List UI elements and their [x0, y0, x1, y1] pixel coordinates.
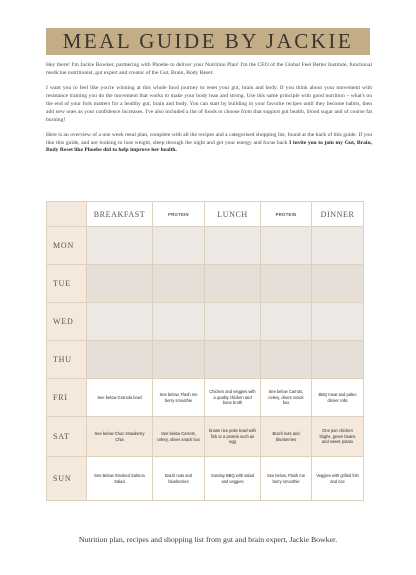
meal-cell: See below Carrots, celery, olives snack box	[153, 417, 205, 457]
meal-cell	[153, 303, 205, 341]
page-title: MEAL GUIDE BY JACKIE	[62, 29, 354, 53]
meal-cell: See below Granola bowl	[87, 379, 153, 417]
meal-cell	[261, 341, 312, 379]
meal-cell: See below Choc strawberry Chia	[87, 417, 153, 457]
intro-paragraph-2: I want you to feel like you're winning at this whole food journey to reset your gut, brain and body. If you think about your movement with resistance training you do the movement that works to make your body lean and strong. Use this same principle with good nutrition – what's on the end of your fork matters for a healthy gut, brain and body. You can start by building in your favorite recipes until they become habits, then add new ones as your confidence increases. I've also included a list of foods to choose from that support gut health, blood sugar and of course fat burning!	[46, 84, 372, 123]
meal-cell	[153, 265, 205, 303]
column-header-protein-2: PROTEIN	[261, 202, 312, 227]
meal-cell	[261, 303, 312, 341]
table-row	[47, 341, 364, 379]
day-label: WED	[47, 303, 87, 341]
meal-cell	[205, 265, 261, 303]
meal-cell: See below, Flash me berry smoothie	[261, 457, 312, 501]
reset-invite-text: I invite you to join my Gut, Brain, Body Reset like Phoebe did to help improve her health.	[46, 139, 372, 154]
intro-paragraph-3	[46, 132, 372, 156]
table-header-row	[47, 202, 364, 227]
day-label: THU	[47, 341, 87, 379]
meal-cell	[205, 341, 261, 379]
meal-cell: See below Carrots, celery, olives snack box	[261, 379, 312, 417]
title-banner	[46, 28, 370, 55]
meal-cell	[87, 265, 153, 303]
table-row	[47, 227, 364, 265]
column-header-dinner: DINNER	[312, 202, 364, 227]
meal-cell	[205, 303, 261, 341]
day-label: SAT	[47, 417, 87, 457]
column-header-lunch: LUNCH	[205, 202, 261, 227]
meal-cell	[153, 341, 205, 379]
meal-cell	[153, 227, 205, 265]
meal-cell	[312, 341, 364, 379]
meal-cell: BBQ meat and paleo dinner rolls	[312, 379, 364, 417]
table-row	[47, 379, 364, 417]
meal-cell: Brazil nuts and blueberries	[153, 457, 205, 501]
meal-cell: Brazil nuts and blueberries	[261, 417, 312, 457]
day-label: MON	[47, 227, 87, 265]
meal-cell	[312, 265, 364, 303]
column-header-breakfast: BREAKFAST	[87, 202, 153, 227]
meal-plan-table	[46, 201, 364, 501]
meal-cell: Veggies with grilled fish and rice	[312, 457, 364, 501]
meal-cell	[87, 303, 153, 341]
table-row	[47, 457, 364, 501]
meal-cell: Sunday BBQ with salad and veggies	[205, 457, 261, 501]
column-header-protein-1: PROTEIN	[153, 202, 205, 227]
meal-cell	[261, 227, 312, 265]
table-row	[47, 417, 364, 457]
intro-paragraph-3-text: Here is an overview of a one week meal plan, complete with all the recipes and a categorised shopping list, found at the back of this guide. If you like this guide, and are looking to lose weight, sleep through the night and get your energy and focus back	[46, 131, 372, 146]
meal-cell	[87, 227, 153, 265]
table-corner	[47, 202, 87, 227]
meal-cell: See Below Smoked Salmon Salad	[87, 457, 153, 501]
meal-cell	[312, 227, 364, 265]
intro-paragraph-1: Hey there! I'm Jackie Bowker, partnering with Phoebe to deliver your Nutrition Plan! I'm the CEO of the Global Feel Better Institute, functional medicine nutritionist, gut expert and creator of the Gut, Brain, Body Reset.	[46, 62, 372, 76]
meal-cell	[87, 341, 153, 379]
meal-cell	[312, 303, 364, 341]
meal-cell	[261, 265, 312, 303]
table-row	[47, 303, 364, 341]
day-label: SUN	[47, 457, 87, 501]
table-row	[47, 265, 364, 303]
day-label: FRI	[47, 379, 87, 417]
meal-cell: One pan chicken thighs, green beans and sweet potato	[312, 417, 364, 457]
meal-cell	[205, 227, 261, 265]
intro-text	[46, 62, 372, 162]
day-label: TUE	[47, 265, 87, 303]
meal-cell: See below, Flash me berry smoothie	[153, 379, 205, 417]
meal-cell: Chicken and veggies with a quality chicken and bone broth	[205, 379, 261, 417]
meal-cell: brown rice poke bowl with fish or a protein such as egg	[205, 417, 261, 457]
footer-caption: Nutrition plan, recipes and shopping list from gut and brain expert, Jackie Bowker.	[78, 535, 338, 544]
